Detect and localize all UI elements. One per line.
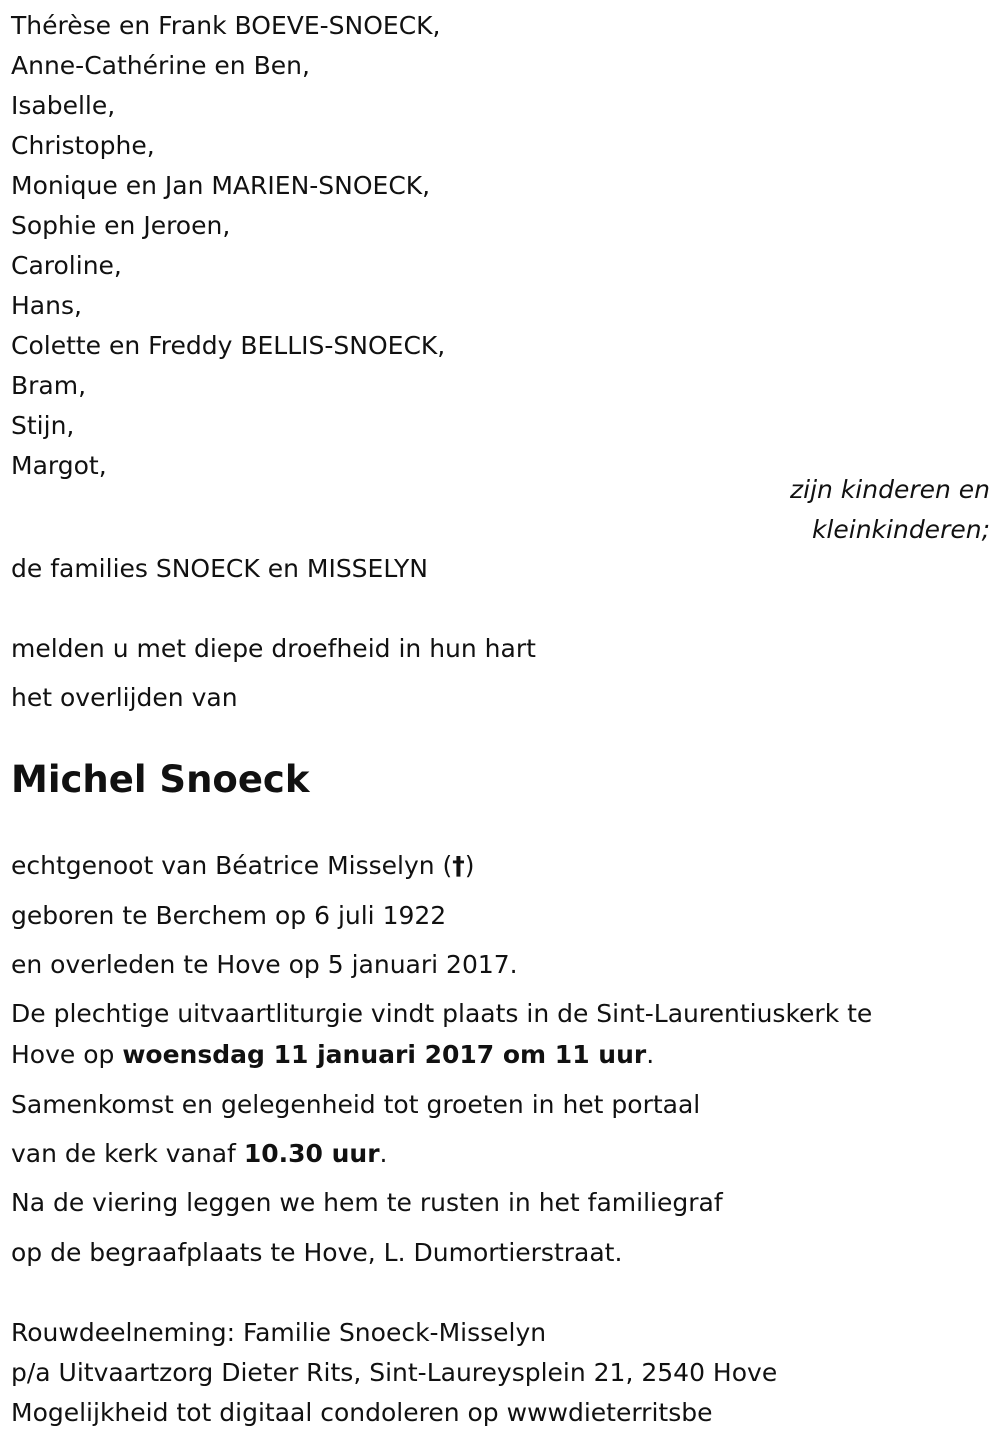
family-member-line: Hans, bbox=[11, 291, 82, 320]
burial-line-2: op de begraafplaats te Hove, L. Dumortierstraat. bbox=[11, 1238, 623, 1267]
relation-line-2: kleinkinderen; bbox=[811, 515, 990, 544]
contact-line-2: p/a Uitvaartzorg Dieter Rits, Sint-Laureysplein 21, 2540 Hove bbox=[11, 1358, 778, 1387]
funeral-datetime: woensdag 11 januari 2017 om 11 uur bbox=[122, 1040, 647, 1069]
deceased-name: Michel Snoeck bbox=[11, 758, 310, 801]
spouse-text: echtgenoot van Béatrice Misselyn ( bbox=[11, 851, 453, 880]
family-member-line: Thérèse en Frank BOEVE-SNOECK, bbox=[11, 11, 441, 40]
contact-line-3: Mogelijkheid tot digitaal condoleren op wwwdieterritsbe bbox=[11, 1398, 713, 1427]
birth-line: geboren te Berchem op 6 juli 1922 bbox=[11, 901, 447, 930]
announce-line-1: melden u met diepe droefheid in hun hart bbox=[11, 634, 536, 663]
family-member-line: Anne-Cathérine en Ben, bbox=[11, 51, 310, 80]
family-member-line: Stijn, bbox=[11, 411, 75, 440]
funeral-prefix: Hove op bbox=[11, 1040, 123, 1069]
death-line: en overleden te Hove op 5 januari 2017. bbox=[11, 950, 518, 979]
burial-line-1: Na de viering leggen we hem te rusten in het familiegraf bbox=[11, 1188, 723, 1217]
family-member-line: Caroline, bbox=[11, 251, 122, 280]
gathering-line-2 bbox=[11, 1139, 387, 1169]
spouse-end: ) bbox=[464, 851, 475, 880]
funeral-suffix: . bbox=[646, 1040, 655, 1069]
gathering-time: 10.30 uur bbox=[243, 1139, 380, 1168]
funeral-line-1: De plechtige uitvaartliturgie vindt plaats in de Sint-Laurentiuskerk te bbox=[11, 999, 873, 1028]
gathering-line-1: Samenkomst en gelegenheid tot groeten in het portaal bbox=[11, 1090, 701, 1119]
relation-line-1: zijn kinderen en bbox=[790, 475, 990, 504]
cross-icon: † bbox=[452, 851, 465, 880]
announce-line-2: het overlijden van bbox=[11, 683, 238, 712]
gathering-suffix: . bbox=[379, 1139, 388, 1168]
family-member-line: Monique en Jan MARIEN-SNOECK, bbox=[11, 171, 431, 200]
spouse-line bbox=[11, 851, 475, 881]
family-member-line: Colette en Freddy BELLIS-SNOECK, bbox=[11, 331, 446, 360]
family-member-line: Christophe, bbox=[11, 131, 155, 160]
family-member-line: Margot, bbox=[11, 451, 107, 480]
family-member-line: Isabelle, bbox=[11, 91, 116, 120]
contact-line-1: Rouwdeelneming: Familie Snoeck-Misselyn bbox=[11, 1318, 547, 1347]
gathering-prefix: van de kerk vanaf bbox=[11, 1139, 244, 1168]
family-member-line: Bram, bbox=[11, 371, 87, 400]
family-member-line: Sophie en Jeroen, bbox=[11, 211, 231, 240]
families-line: de families SNOECK en MISSELYN bbox=[11, 554, 428, 583]
funeral-line-2 bbox=[11, 1040, 654, 1070]
